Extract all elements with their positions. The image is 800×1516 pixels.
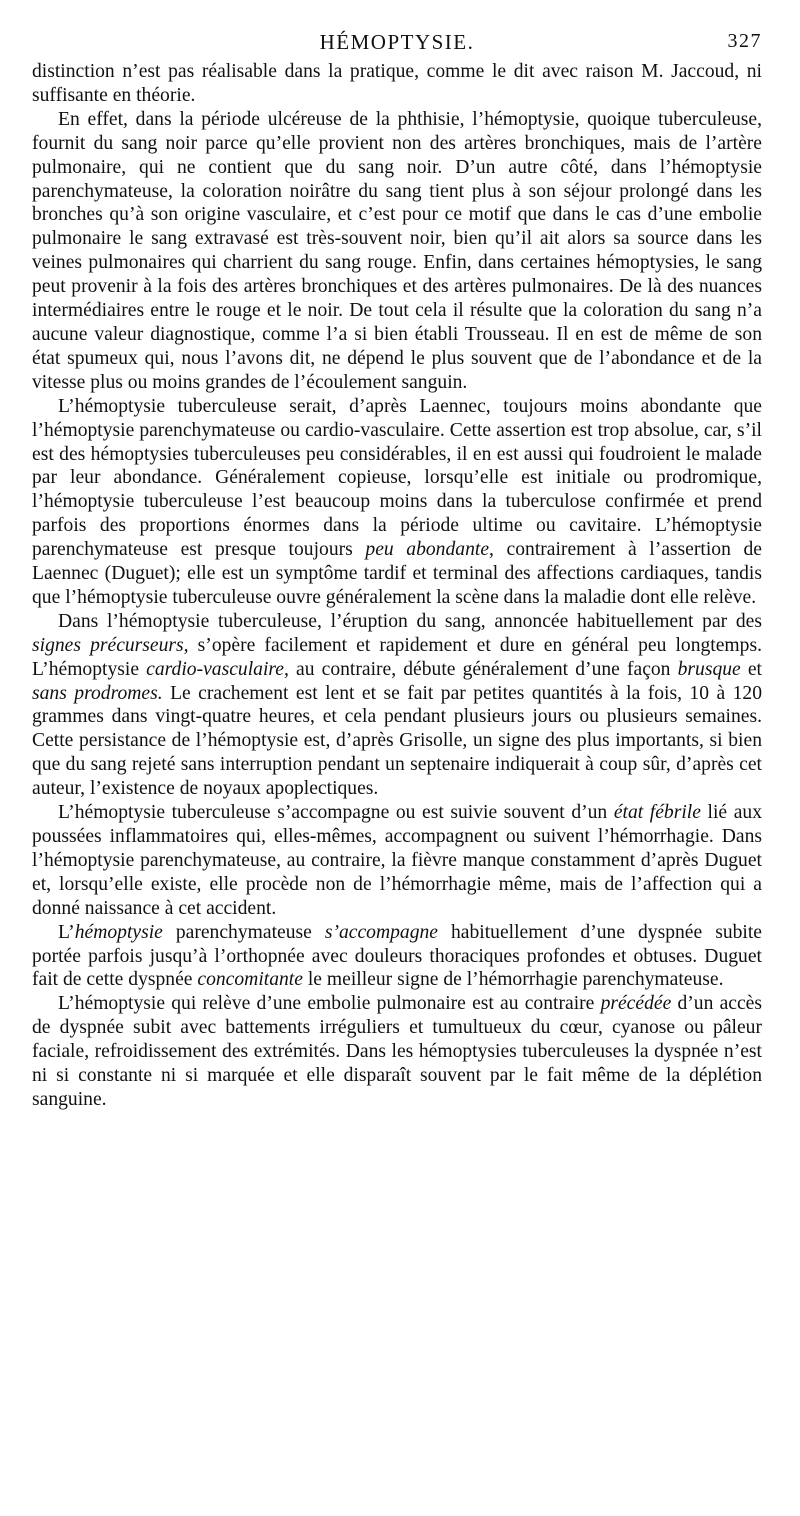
paragraph xyxy=(32,108,762,395)
italic-text: s’accompagne xyxy=(324,921,438,943)
text-run: habituellement d’une dyspnée subite portée parfois jusqu’à l’orthopnée avec douleurs thoraciques profondes et obtuses. Duguet fait de cette dyspnée xyxy=(32,921,762,991)
text-run: d’un accès de dyspnée subit avec battements irréguliers et tumultueux du cœur, cyanose ou pâleur faciale, refroidissement des extrémités. Dans les hémoptysies tuberculeuses la dyspnée n’est ni si constante ni si marquée et elle disparaît souvent par le fait même de la déplétion sanguine. xyxy=(32,993,762,1110)
body-text xyxy=(32,60,762,1112)
italic-text: sans prodromes. xyxy=(32,682,163,704)
paragraph xyxy=(32,921,762,993)
page-number: 327 xyxy=(727,30,762,52)
italic-text: concomitante xyxy=(197,969,303,991)
paragraph xyxy=(32,801,762,921)
text-run: Dans l’hémoptysie tuberculeuse, l’éruption du sang, annoncée habituellement par des xyxy=(58,610,762,632)
text-run: s’opère facilement et rapidement et dure en général peu longtemps. L’hémoptysie xyxy=(32,634,762,680)
italic-text: brusque xyxy=(677,658,741,680)
text-run: lié aux poussées inflammatoires qui, elles-mêmes, accompagnent ou suivent l’hémorrhagie. Dans l’hémoptysie parenchymateuse, au contraire, la fièvre manque constamment d’après Duguet et, lorsqu’elle existe, elle procède non de l’hémorrhagie même, mais de l’affection qui a donné naissance à cet accident. xyxy=(32,802,762,919)
text-run: L’hémoptysie tuberculeuse s’accompagne ou est suivie souvent d’un xyxy=(58,802,614,824)
italic-text: état fébrile xyxy=(613,802,701,824)
text-run: L’hémoptysie qui relève d’une embolie pulmonaire est au contraire xyxy=(58,993,601,1015)
book-page xyxy=(32,30,762,1112)
italic-text: précédée xyxy=(600,993,672,1015)
paragraph xyxy=(32,610,762,801)
text-run: En effet, dans la période ulcéreuse de la phthisie, l’hémoptysie, quoique tuberculeuse, fournit du sang noir parce qu’elle provient non des artères bronchiques, mais de l’artère pulmonaire, qui ne contient que du sang noir. D’un autre côté, dans l’hémoptysie parenchymateuse, la coloration noirâtre du sang tient plus à son séjour prolongé dans les bronches qu’à son origine vasculaire, et c’est pour ce motif que dans le cas d’une embolie pulmonaire le sang extravasé est très-souvent noir, bien qu’il ait alors sa source dans les veines pulmonaires qui charrient du sang rouge. Enfin, dans certaines hémoptysies, le sang peut provenir à la fois des artères bronchiques et des artères pulmonaires. De là des nuances intermédiaires entre le rouge et le noir. De tout cela il résulte que la coloration du sang n’a aucune valeur diagnostique, comme l’a si bien établi Trousseau. Il en est de même de son état spumeux qui, nous l’avons dit, ne dépend le plus souvent que de l’abondance et de la vitesse plus ou moins grandes de l’écoulement sanguin. xyxy=(32,108,762,393)
italic-text: hémoptysie xyxy=(74,921,163,943)
text-run: Le crachement est lent et se fait par petites quantités à la fois, 10 à 120 grammes dans vingt-quatre heures, et cela pendant plusieurs jours ou plusieurs semaines. Cette persistance de l’hémoptysie est, d’après Grisolle, un signe des plus importants, si bien que du sang rejeté sans interruption pendant un septenaire indiquerait à coup sûr, d’après cet auteur, l’existence de noyaux apoplectiques. xyxy=(32,682,762,800)
text-run: L’ xyxy=(58,921,75,943)
text-run: contrairement à l’assertion de Laennec (Duguet); elle est un symptôme tardif et terminal des affections cardiaques, tandis que l’hémoptysie tuberculeuse ouvre généralement la scène dans la maladie dont elle relève. xyxy=(32,539,762,608)
italic-text: peu abondante, xyxy=(365,539,494,561)
italic-text: cardio-vasculaire, xyxy=(146,658,289,680)
text-run: le meilleur signe de l’hémorrhagie parenchymateuse. xyxy=(302,969,724,991)
text-run: au contraire, débute généralement d’une façon xyxy=(288,658,678,680)
italic-text: signes précurseurs, xyxy=(32,634,189,656)
text-run: L’hémoptysie tuberculeuse serait, d’après Laennec, toujours moins abondante que l’hémoptysie parenchymateuse ou cardio-vasculaire. Cette assertion est trop absolue, car, s’il est des hémoptysies tuberculeuses peu considérables, il en est aussi qui foudroient le malade par leur abondance. Généralement copieuse, lorsqu’elle est initiale ou prodromique, l’hémoptysie tuberculeuse l’est beaucoup moins dans la tuberculose confirmée et prend parfois des proportions énormes dans la période ultime ou cavitaire. L’hémoptysie parenchymateuse est presque toujours xyxy=(32,395,762,561)
paragraph xyxy=(32,992,762,1112)
text-run: parenchymateuse xyxy=(162,921,325,943)
paragraph xyxy=(32,60,762,108)
text-run: distinction n’est pas réalisable dans la pratique, comme le dit avec raison M. Jaccoud, ni suffisante en théorie. xyxy=(32,61,762,106)
text-run: et xyxy=(740,658,762,680)
running-title: HÉMOPTYSIE. xyxy=(319,30,475,54)
paragraph xyxy=(32,395,762,610)
running-head xyxy=(32,30,762,60)
